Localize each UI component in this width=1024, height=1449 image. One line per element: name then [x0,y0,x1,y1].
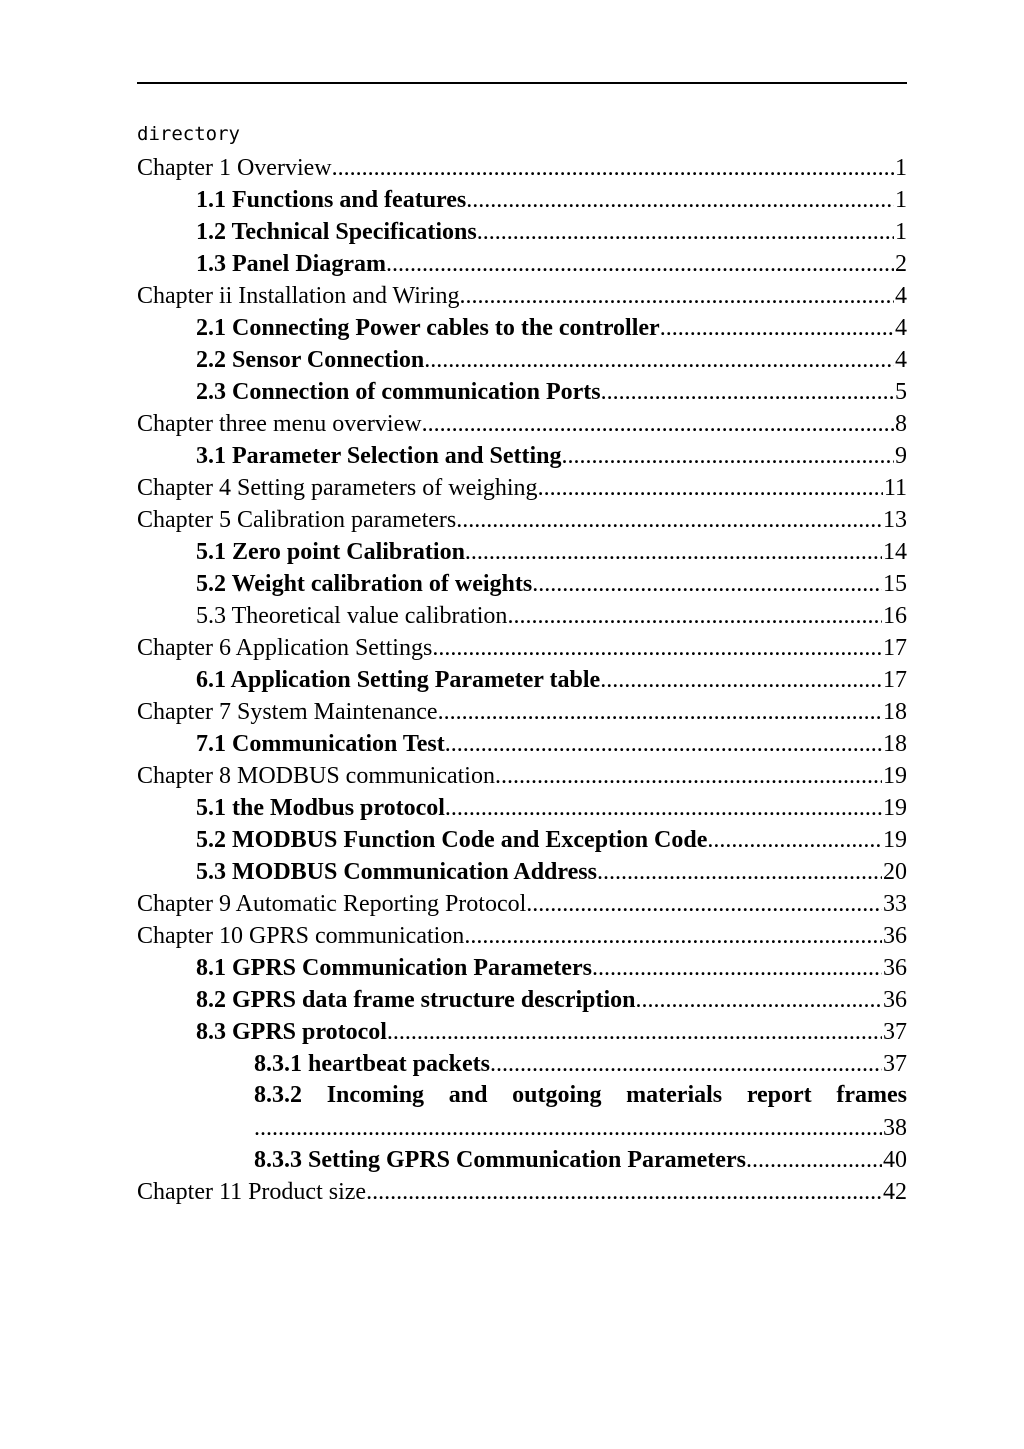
toc-dot-leader [424,345,894,375]
toc-entry-title: Chapter 8 MODBUS communication [137,763,495,789]
toc-page-number: 37 [883,1051,907,1077]
toc-dot-leader [526,889,882,919]
toc-entry[interactable] [137,823,907,855]
toc-dot-leader [746,1145,882,1175]
toc-page-number: 18 [883,731,907,757]
toc-page-number: 40 [883,1147,907,1173]
toc-entry-title: Chapter 10 GPRS communication [137,923,465,949]
toc-dot-leader [707,825,882,855]
toc-page-number: 1 [895,155,907,181]
toc-entry[interactable] [137,887,907,919]
toc-entry-title: 5.1 Zero point Calibration [196,539,465,565]
toc-heading: directory [137,123,240,145]
toc-page-number: 4 [895,347,907,373]
toc-entry-title: 5.1 the Modbus protocol [196,795,445,821]
toc-page-number: 4 [895,315,907,341]
toc-entry-title: 8.3.1 heartbeat packets [254,1051,490,1077]
toc-dot-leader [254,1113,882,1143]
toc-entry[interactable] [137,439,907,471]
toc-page-number: 17 [883,667,907,693]
toc-entry[interactable] [137,151,907,183]
toc-page-number: 11 [883,475,907,501]
toc-entry-title: Chapter 1 Overview [137,155,332,181]
toc-page-number: 9 [895,443,907,469]
toc-entry-title: 5.2 Weight calibration of weights [196,571,533,597]
toc-dot-leader [387,1017,882,1047]
toc-page-number: 4 [895,283,907,309]
toc-entry[interactable] [137,951,907,983]
toc-entry[interactable] [137,215,907,247]
toc-dot-leader [507,601,882,631]
toc-dot-leader [432,633,882,663]
toc-entry-title: Chapter three menu overview [137,411,422,437]
toc-page-number: 19 [883,827,907,853]
toc-entry-title: Chapter 6 Application Settings [137,635,433,661]
toc-page-number: 2 [895,251,907,277]
toc-entry-title: 8.2 GPRS data frame structure description [196,987,636,1013]
toc-entry[interactable] [137,1143,907,1175]
toc-dot-leader [445,729,882,759]
toc-page-number: 18 [883,699,907,725]
toc-dot-leader [477,217,894,247]
toc-page-number: 36 [883,923,907,949]
toc-entry-title: Chapter 9 Automatic Reporting Protocol [137,891,527,917]
toc-entry-title: 3.1 Parameter Selection and Setting [196,443,562,469]
toc-entry[interactable] [137,1079,907,1143]
toc-entry[interactable] [137,343,907,375]
toc-entry-title: 7.1 Communication Test [196,731,445,757]
toc-dot-leader [438,697,882,727]
toc-page-number: 16 [883,603,907,629]
toc-dot-leader [636,985,883,1015]
toc-dot-leader [445,793,882,823]
toc-page-number: 20 [883,859,907,885]
toc-dot-leader [456,505,882,535]
toc-dot-leader [366,1177,882,1207]
toc-entry[interactable] [137,1015,907,1047]
toc-entry[interactable] [137,983,907,1015]
toc-page-number: 1 [895,219,907,245]
toc-page-number: 42 [883,1179,907,1205]
toc-dot-leader [601,377,894,407]
toc-page-number: 5 [895,379,907,405]
toc-entry-title: Chapter ii Installation and Wiring [137,283,460,309]
toc-entry[interactable] [137,663,907,695]
toc-entry-title: Chapter 5 Calibration parameters [137,507,457,533]
toc-dot-leader [465,537,882,567]
toc-dot-leader [422,409,894,439]
toc-dot-leader [460,281,894,311]
toc-page-number: 14 [883,539,907,565]
toc-entry-title: 5.2 MODBUS Function Code and Exception Code [196,827,708,853]
toc-dot-leader [562,441,895,471]
toc-entry[interactable] [137,535,907,567]
toc-dot-leader [660,313,894,343]
toc-entry-title: 1.1 Functions and features [196,187,467,213]
toc-dot-leader [597,857,882,887]
toc-entry[interactable] [137,567,907,599]
toc-entry[interactable] [137,759,907,791]
toc-entry[interactable] [137,855,907,887]
toc-entry[interactable] [137,279,907,311]
toc-entry[interactable] [137,503,907,535]
toc-entry-title: 5.3 Theoretical value calibration [196,603,508,629]
toc-entry-title: 5.3 MODBUS Communication Address [196,859,597,885]
toc-entry[interactable] [137,247,907,279]
header-rule [137,82,907,84]
toc-entry[interactable] [137,471,907,503]
toc-page-number: 15 [883,571,907,597]
toc-page-number: 33 [883,891,907,917]
toc-page-number: 19 [883,795,907,821]
toc-entry-title: Chapter 7 System Maintenance [137,699,438,725]
toc-entry[interactable] [137,631,907,663]
toc-dot-leader [332,153,894,183]
toc-page-number: 17 [883,635,907,661]
toc-entry[interactable] [137,1175,907,1207]
toc-page-number: 38 [883,1115,907,1141]
toc-entry-title: 8.3 GPRS protocol [196,1019,387,1045]
toc-page-number: 37 [883,1019,907,1045]
toc-entry[interactable] [137,695,907,727]
toc-entry[interactable] [137,407,907,439]
toc-entry-title: 1.3 Panel Diagram [196,251,386,277]
toc-page-number: 8 [895,411,907,437]
toc-entry[interactable] [137,311,907,343]
toc-entry-title: 6.1 Application Setting Parameter table [196,667,601,693]
toc-entry-title: 8.1 GPRS Communication Parameters [196,955,592,981]
toc-dot-leader [464,921,882,951]
toc-entry-title: 2.1 Connecting Power cables to the controller [196,315,660,341]
toc-dot-leader [386,249,894,279]
toc-entry[interactable] [137,919,907,951]
toc-entry-title: Chapter 11 Product size [137,1179,367,1205]
toc-dot-leader [490,1049,882,1079]
toc-entry[interactable] [137,727,907,759]
toc-dot-leader [495,761,882,791]
toc-page-number: 13 [883,507,907,533]
toc-dot-leader [466,185,894,215]
toc-page-number: 19 [883,763,907,789]
toc-entry-title: 2.3 Connection of communication Ports [196,379,601,405]
toc-entry[interactable] [137,1047,907,1079]
table-of-contents [137,151,907,1207]
toc-entry-title: 1.2 Technical Specifications [196,219,477,245]
toc-page-number: 1 [895,187,907,213]
toc-page-number: 36 [883,987,907,1013]
toc-entry[interactable] [137,599,907,631]
toc-entry[interactable] [137,375,907,407]
toc-entry-title: Chapter 4 Setting parameters of weighing [137,475,538,501]
toc-entry[interactable] [137,791,907,823]
toc-entry-title: 8.3.3 Setting GPRS Communication Parameters [254,1147,746,1173]
toc-dot-leader [538,473,883,503]
toc-dot-leader [532,569,882,599]
toc-page-number: 36 [883,955,907,981]
toc-entry-title: 2.2 Sensor Connection [196,347,425,373]
toc-entry[interactable] [137,183,907,215]
toc-dot-leader [600,665,882,695]
toc-dot-leader [592,953,882,983]
toc-entry-title: 8.3.2 Incoming and outgoing materials report frames [254,1082,907,1108]
